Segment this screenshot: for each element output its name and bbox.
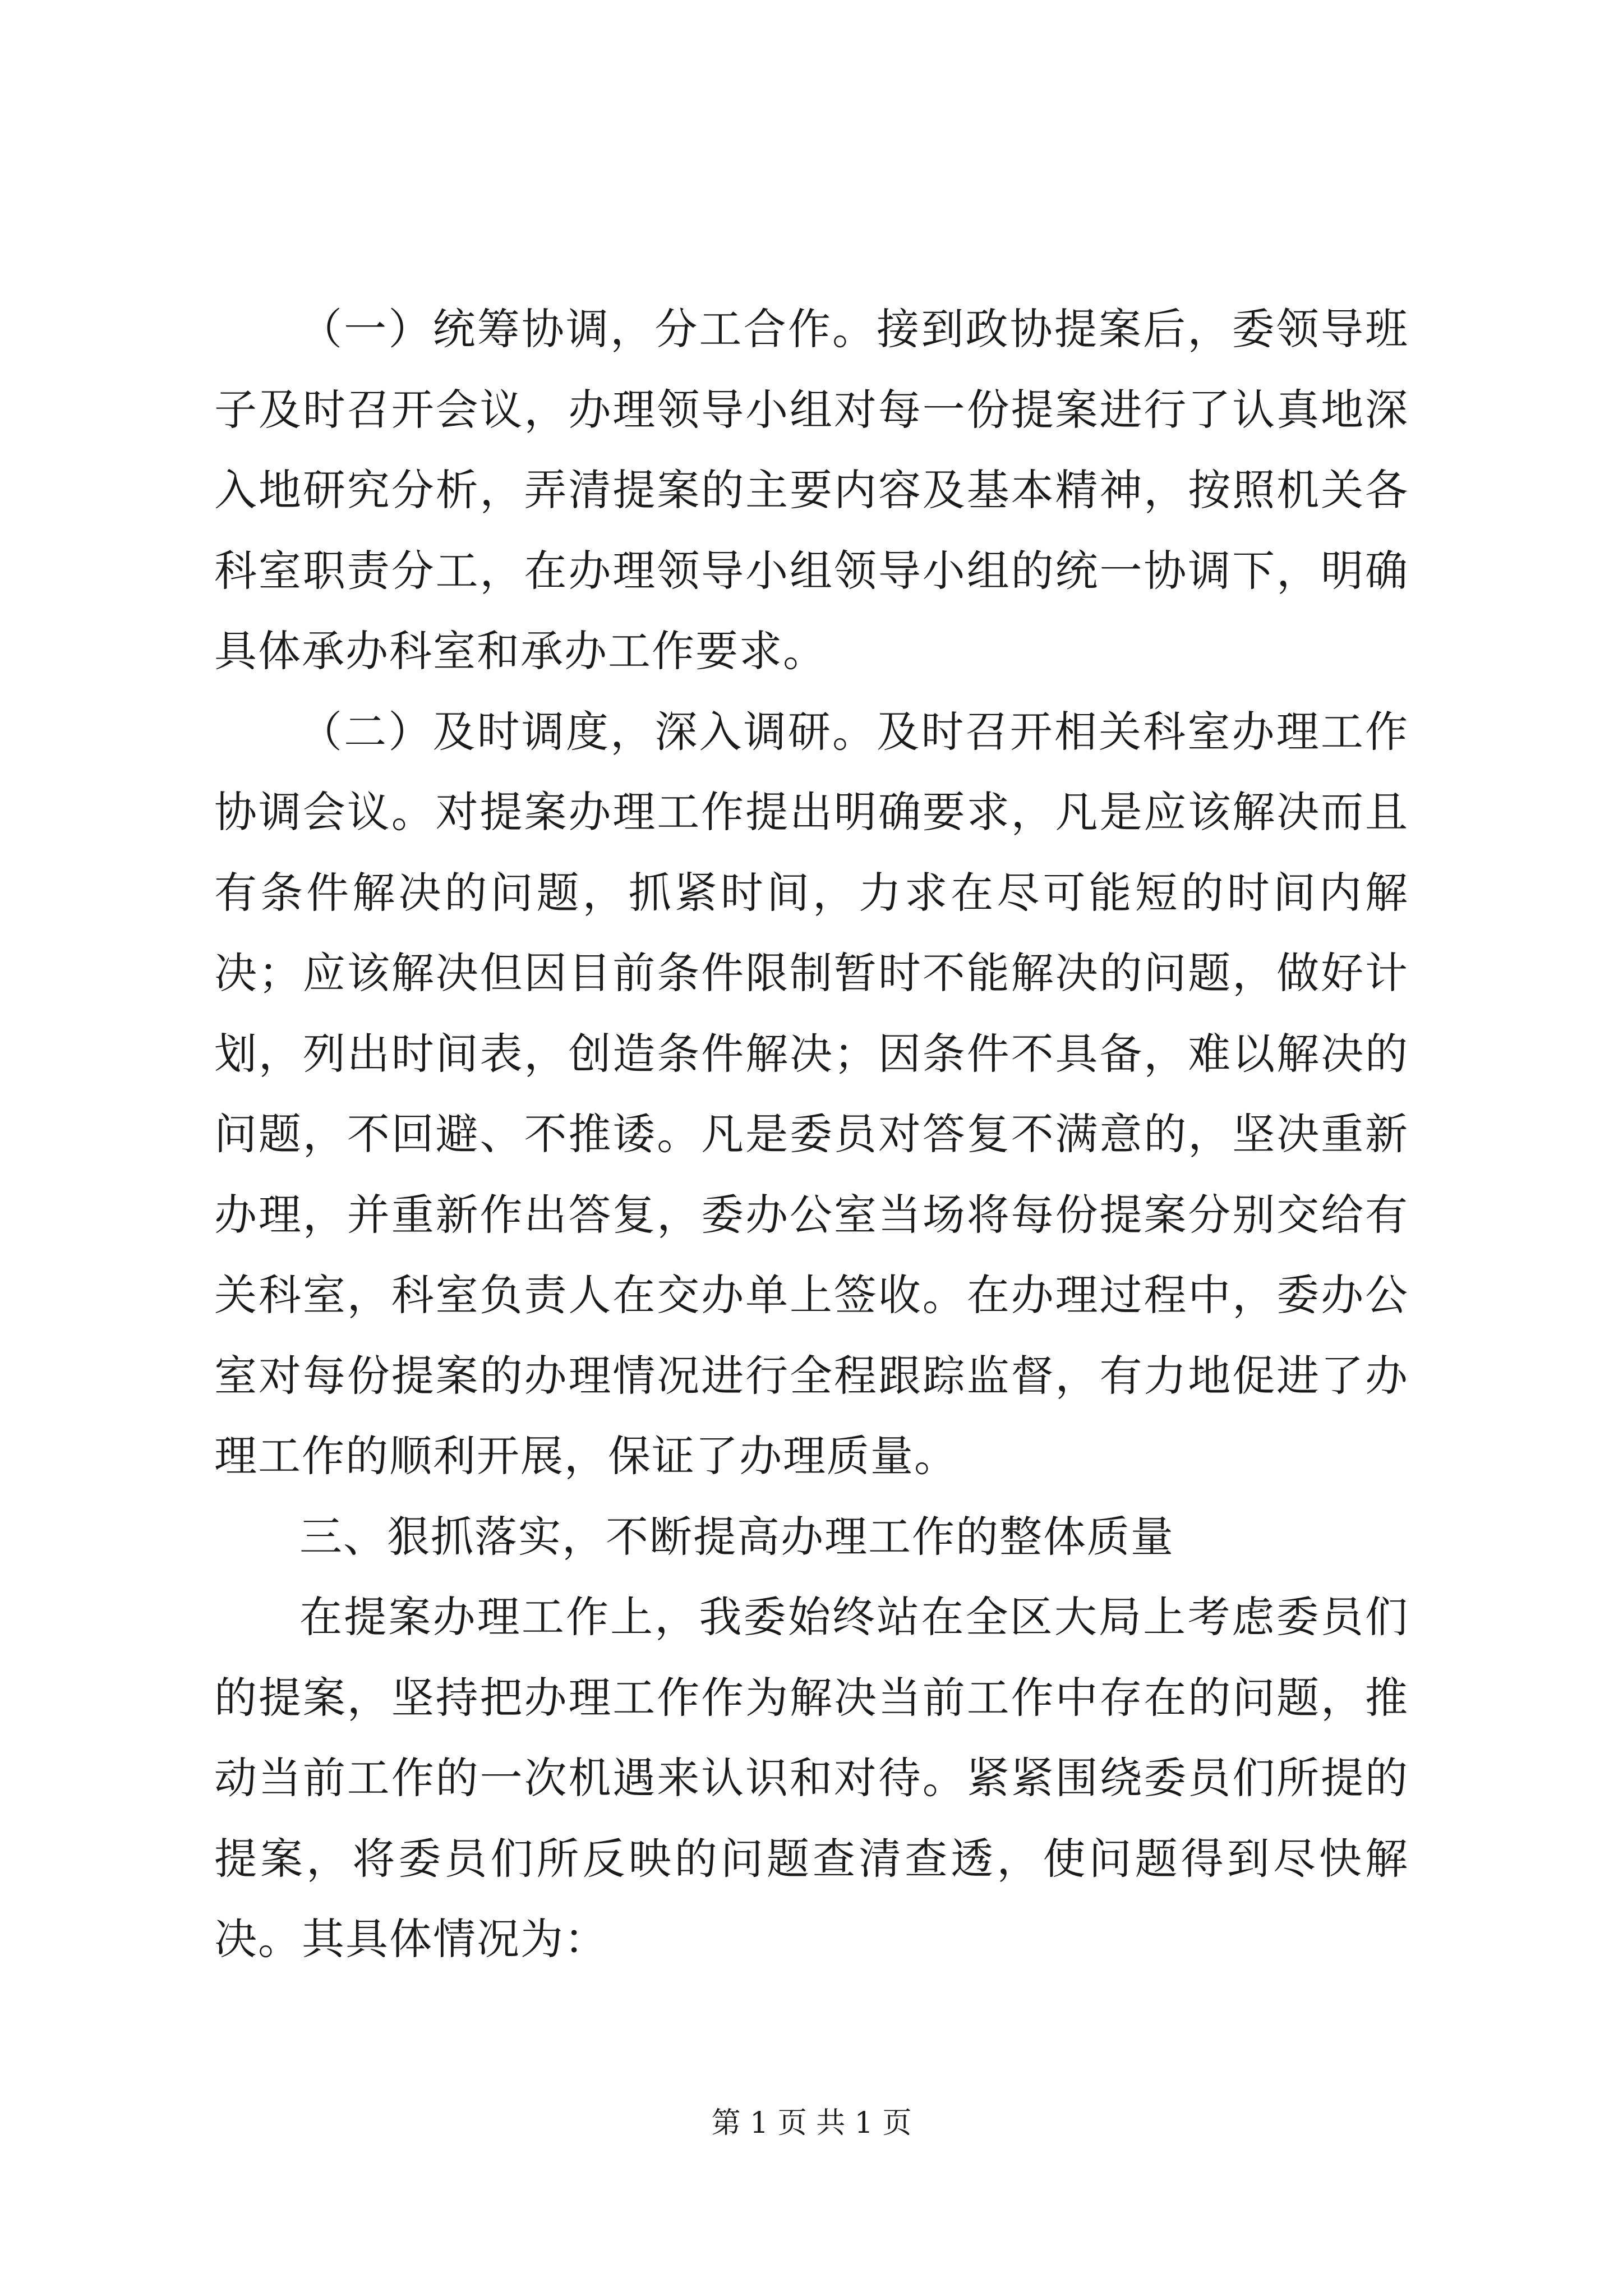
paragraph-implementation: 在提案办理工作上，我委始终站在全区大局上考虑委员们的提案，坚持把办理工作作为解决当前工作中存在的问题，推动当前工作的一次机遇来认识和对待。紧紧围绕委员们所提的提案，将委员们所反映的问题查清查透，使问题得到尽快解决。其具体情况为： <box>214 1592 1409 1964</box>
document-body <box>214 289 1409 1980</box>
paragraph-scheduling: （二）及时调度，深入调研。及时召开相关科室办理工作协调会议。对提案办理工作提出明确要求，凡是应该解决而且有条件解决的问题，抓紧时间，力求在尽可能短的时间内解决；应该解决但因目前条件限制暂时不能解决的问题，做好计划，列出时间表，创造条件解决；因条件不具备，难以解决的问题，不回避、不推诿。凡是委员对答复不满意的，坚决重新办理，并重新作出答复，委办公室当场将每份提案分别交给有关科室，科室负责人在交办单上签收。在办理过程中，委办公室对每份提案的办理情况进行全程跟踪监督，有力地促进了办理工作的顺利开展，保证了办理质量。 <box>214 706 1409 1481</box>
paragraph-coordination: （一）统筹协调，分工合作。接到政协提案后，委领导班子及时召开会议，办理领导小组对每一份提案进行了认真地深入地研究分析，弄清提案的主要内容及基本精神，按照机关各科室职责分工，在办理领导小组领导小组的统一协调下，明确具体承办科室和承办工作要求。 <box>214 304 1409 676</box>
section-heading: 三、狠抓落实，不断提高办理工作的整体质量 <box>299 1511 1174 1562</box>
page-footer: 第 1 页 共 1 页 <box>711 2106 912 2140</box>
